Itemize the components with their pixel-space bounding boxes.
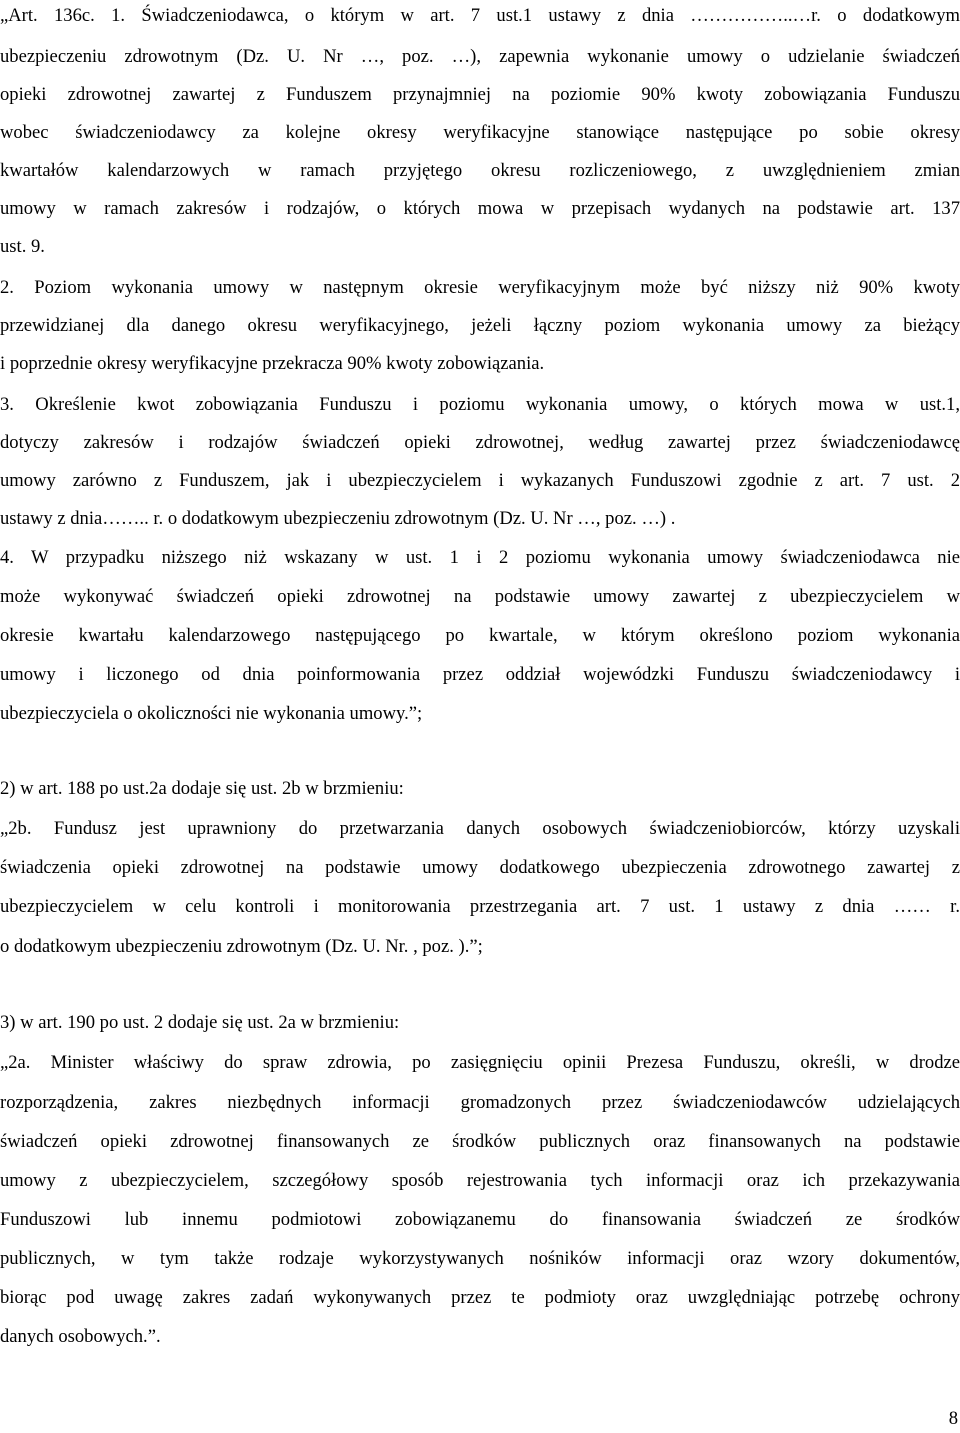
- text-line: 2. Poziom wykonania umowy w następnym okresie weryfikacyjnym może być niższy niż 90% kwoty: [0, 277, 960, 298]
- text-line: „Art. 136c. 1. Świadczeniodawca, o którym w art. 7 ust.1 ustawy z dnia ……………..…r. o dodatkowym: [0, 5, 960, 26]
- text-line: rozporządzenia, zakres niezbędnych informacji gromadzonych przez świadczeniodawców udzielających: [0, 1092, 960, 1113]
- text-line: umowy i liczonego od dnia poinformowania przez oddział wojewódzki Funduszu świadczeniodawcy i: [0, 664, 960, 685]
- text-line: 2) w art. 188 po ust.2a dodaje się ust. 2b w brzmieniu:: [0, 778, 404, 799]
- page-number: 8: [948, 1408, 958, 1429]
- text-line: opieki zdrowotnej zawartej z Funduszem przynajmniej na poziomie 90% kwoty zobowiązania Funduszu: [0, 84, 960, 105]
- text-line: ubezpieczyciela o okoliczności nie wykonania umowy.”;: [0, 703, 423, 724]
- text-line: świadczenia opieki zdrowotnej na podstawie umowy dodatkowego ubezpieczenia zdrowotnego zawartej z: [0, 857, 960, 878]
- text-line: świadczeń opieki zdrowotnej finansowanych ze środków publicznych oraz finansowanych na podstawie: [0, 1131, 960, 1152]
- text-line: 3. Określenie kwot zobowiązania Funduszu i poziomu wykonania umowy, o których mowa w ust.1,: [0, 394, 960, 415]
- text-line: przewidzianej dla danego okresu weryfikacyjnego, jeżeli łączny poziom wykonania umowy za bieżący: [0, 315, 960, 336]
- text-line: ubezpieczycielem w celu kontroli i monitorowania przestrzegania art. 7 ust. 1 ustawy z dnia …… r.: [0, 896, 960, 917]
- text-line: umowy w ramach zakresów i rodzajów, o których mowa w przepisach wydanych na podstawie art. 137: [0, 198, 960, 219]
- text-line: dotyczy zakresów i rodzajów świadczeń opieki zdrowotnej, według zawartej przez świadczeniodawcę: [0, 432, 960, 453]
- text-line: „2b. Fundusz jest uprawniony do przetwarzania danych osobowych świadczeniobiorców, którzy uzyskali: [0, 818, 960, 839]
- text-line: o dodatkowym ubezpieczeniu zdrowotnym (Dz. U. Nr. , poz. ).”;: [0, 936, 483, 957]
- text-line: ust. 9.: [0, 236, 45, 257]
- text-line: umowy z ubezpieczycielem, szczegółowy sposób rejestrowania tych informacji oraz ich przekazywania: [0, 1170, 960, 1191]
- text-line: 3) w art. 190 po ust. 2 dodaje się ust. 2a w brzmieniu:: [0, 1012, 400, 1033]
- text-line: ubezpieczeniu zdrowotnym (Dz. U. Nr …, poz. …), zapewnia wykonanie umowy o udzielanie świadczeń: [0, 46, 960, 67]
- text-line: biorąc pod uwagę zakres zadań wykonywanych przez te podmioty oraz uwzględniając potrzebę ochrony: [0, 1287, 960, 1308]
- text-line: 4. W przypadku niższego niż wskazany w ust. 1 i 2 poziomu wykonania umowy świadczeniodawca nie: [0, 547, 960, 568]
- text-line: może wykonywać świadczeń opieki zdrowotnej na podstawie umowy zawartej z ubezpieczycielem w: [0, 586, 960, 607]
- text-line: umowy zarówno z Funduszem, jak i ubezpieczycielem i wykazanych Funduszowi zgodnie z art. 7 ust. 2: [0, 470, 960, 491]
- text-line: danych osobowych.”.: [0, 1326, 161, 1347]
- text-line: okresie kwartału kalendarzowego następującego po kwartale, w którym określono poziom wykonania: [0, 625, 960, 646]
- text-line: „2a. Minister właściwy do spraw zdrowia, po zasięgnięciu opinii Prezesa Funduszu, określi, w drodze: [0, 1052, 960, 1073]
- text-line: publicznych, w tym także rodzaje wykorzystywanych nośników informacji oraz wzory dokumentów,: [0, 1248, 960, 1269]
- text-line: ustawy z dnia…….. r. o dodatkowym ubezpieczeniu zdrowotnym (Dz. U. Nr …, poz. …) .: [0, 508, 676, 529]
- text-line: kwartałów kalendarzowych w ramach przyjętego okresu rozliczeniowego, z uwzględnieniem zmian: [0, 160, 960, 181]
- text-line: i poprzednie okresy weryfikacyjne przekracza 90% kwoty zobowiązania.: [0, 353, 545, 374]
- text-line: wobec świadczeniodawcy za kolejne okresy weryfikacyjne stanowiące następujące po sobie okresy: [0, 122, 960, 143]
- text-line: Funduszowi lub innemu podmiotowi zobowiązanemu do finansowania świadczeń ze środków: [0, 1209, 960, 1230]
